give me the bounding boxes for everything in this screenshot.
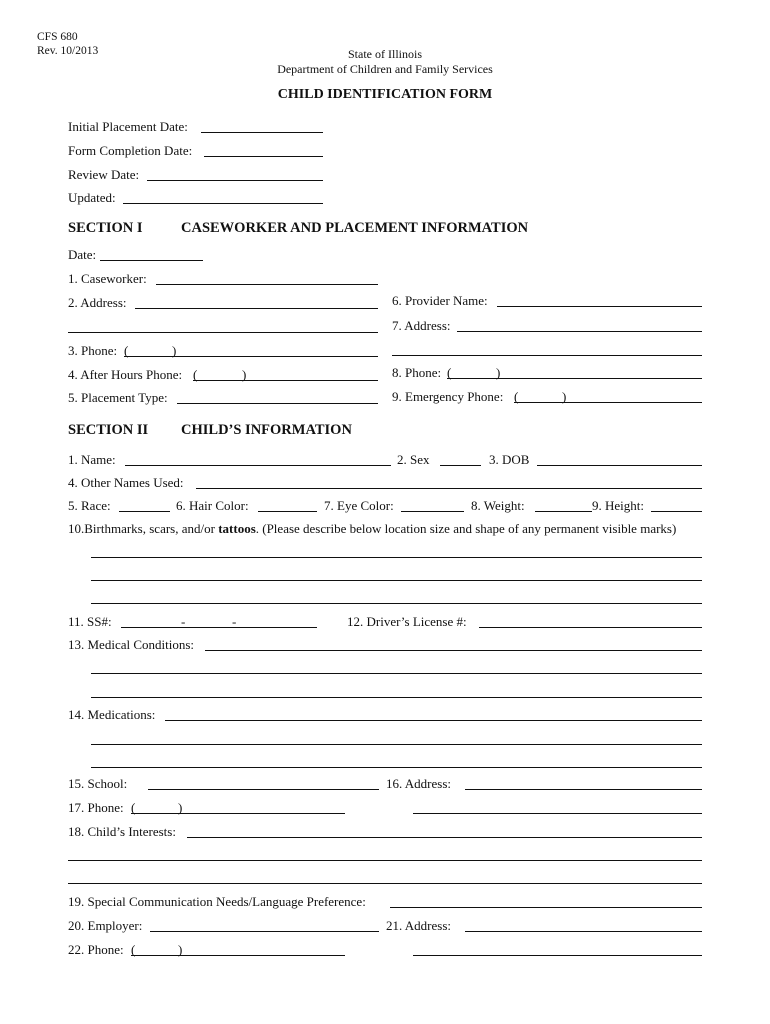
placement-type-label: 5. Placement Type:: [68, 390, 168, 405]
dob-field[interactable]: [537, 465, 702, 466]
cw-address-field-2[interactable]: [68, 332, 378, 333]
cw-phone-paren-open: (: [124, 343, 129, 358]
provider-address-field-2[interactable]: [392, 355, 702, 356]
interests-line-3[interactable]: [68, 883, 702, 884]
height-field[interactable]: [651, 511, 702, 512]
child-name-field[interactable]: [125, 465, 391, 466]
state-name: State of Illinois: [348, 47, 422, 61]
birthmarks-label: [68, 521, 676, 537]
school-phone-field[interactable]: [131, 813, 345, 814]
ssn-dash-2: -: [232, 614, 237, 629]
provider-phone-paren-open: (: [447, 365, 452, 380]
medications-line-2[interactable]: [91, 744, 702, 745]
page-title: CHILD IDENTIFICATION FORM: [277, 87, 493, 102]
section-2-heading: CHILD’S INFORMATION: [181, 422, 352, 438]
provider-phone-paren-close: ): [496, 365, 501, 380]
birthmarks-suffix: . (Please describe below location size and shape of any permanent visible marks): [255, 521, 677, 536]
placement-type-field[interactable]: [177, 403, 378, 404]
race-label: 5. Race:: [68, 498, 111, 513]
race-field[interactable]: [119, 511, 170, 512]
school-label: 15. School:: [68, 776, 128, 791]
cw-address-field[interactable]: [135, 308, 378, 309]
s1-date-label: Date:: [68, 247, 97, 262]
employer-phone-label: 22. Phone:: [68, 942, 124, 957]
weight-field[interactable]: [535, 511, 592, 512]
updated-field[interactable]: [123, 203, 323, 204]
after-hours-label: 4. After Hours Phone:: [68, 367, 183, 382]
drivers-license-field[interactable]: [479, 627, 702, 628]
initial-placement-field[interactable]: [201, 132, 323, 133]
provider-phone-label: 8. Phone:: [392, 365, 442, 380]
school-address-label: 16. Address:: [386, 776, 451, 791]
birthmarks-line-2[interactable]: [91, 580, 702, 581]
form-revision: Rev. 10/2013: [37, 45, 99, 57]
other-names-field[interactable]: [196, 488, 702, 489]
communication-field[interactable]: [390, 907, 702, 908]
emergency-phone-label: 9. Emergency Phone:: [392, 389, 504, 404]
dob-label: 3. DOB: [489, 452, 530, 467]
ssn-label: 11. SS#:: [68, 614, 112, 629]
section-1-number: SECTION I: [68, 220, 143, 236]
emergency-phone-paren-close: ): [562, 389, 567, 404]
school-phone-paren-close: ): [178, 800, 183, 815]
form-code: CFS 680: [37, 31, 78, 43]
communication-label: 19. Special Communication Needs/Language Preference:: [68, 894, 366, 909]
drivers-license-label: 12. Driver’s License #:: [347, 614, 467, 629]
provider-phone-field[interactable]: [447, 378, 702, 379]
form-completion-label: Form Completion Date:: [68, 143, 193, 158]
medications-label: 14. Medications:: [68, 707, 156, 722]
school-phone-label: 17. Phone:: [68, 800, 124, 815]
school-address-field-2[interactable]: [413, 813, 702, 814]
ssn-dash-1: -: [181, 614, 186, 629]
employer-phone-paren-open: (: [131, 942, 136, 957]
medical-conditions-line-3[interactable]: [91, 697, 702, 698]
school-address-field[interactable]: [465, 789, 702, 790]
cw-address-label: 2. Address:: [68, 295, 127, 310]
section-1-heading: CASEWORKER AND PLACEMENT INFORMATION: [181, 220, 529, 236]
after-hours-paren-open: (: [193, 367, 198, 382]
hair-color-label: 6. Hair Color:: [176, 498, 249, 513]
form-completion-field[interactable]: [204, 156, 323, 157]
s1-date-field[interactable]: [100, 260, 203, 261]
eye-color-label: 7. Eye Color:: [324, 498, 394, 513]
cw-phone-label: 3. Phone:: [68, 343, 118, 358]
employer-field[interactable]: [150, 931, 379, 932]
medical-conditions-field[interactable]: [205, 650, 702, 651]
provider-address-label: 7. Address:: [392, 318, 451, 333]
updated-label: Updated:: [68, 190, 116, 205]
school-phone-paren-open: (: [131, 800, 136, 815]
medical-conditions-label: 13. Medical Conditions:: [68, 637, 195, 652]
caseworker-label: 1. Caseworker:: [68, 271, 147, 286]
weight-label: 8. Weight:: [471, 498, 525, 513]
emergency-phone-paren-open: (: [514, 389, 519, 404]
employer-phone-paren-close: ): [178, 942, 183, 957]
interests-field[interactable]: [187, 837, 702, 838]
sex-field[interactable]: [440, 465, 481, 466]
emergency-phone-field[interactable]: [514, 402, 702, 403]
provider-name-field[interactable]: [497, 306, 702, 307]
tattoos-bold: tattoos: [218, 521, 256, 536]
cw-phone-paren-close: ): [172, 343, 177, 358]
height-label: 9. Height:: [592, 498, 644, 513]
birthmarks-line-3[interactable]: [91, 603, 702, 604]
review-date-field[interactable]: [147, 180, 323, 181]
cw-phone-field[interactable]: [124, 356, 378, 357]
employer-address-label: 21. Address:: [386, 918, 451, 933]
birthmarks-prefix: 10.Birthmarks, scars, and/or: [68, 521, 219, 536]
birthmarks-line-1[interactable]: [91, 557, 702, 558]
initial-placement-label: Initial Placement Date:: [68, 119, 188, 134]
employer-phone-field[interactable]: [131, 955, 345, 956]
hair-color-field[interactable]: [258, 511, 317, 512]
review-date-label: Review Date:: [68, 167, 140, 182]
employer-address-field-2[interactable]: [413, 955, 702, 956]
school-field[interactable]: [148, 789, 379, 790]
interests-label: 18. Child’s Interests:: [68, 824, 176, 839]
employer-label: 20. Employer:: [68, 918, 143, 933]
medications-field[interactable]: [165, 720, 702, 721]
caseworker-field[interactable]: [156, 284, 378, 285]
other-names-label: 4. Other Names Used:: [68, 475, 184, 490]
department-name: Department of Children and Family Services: [277, 62, 493, 76]
sex-label: 2. Sex: [397, 452, 430, 467]
after-hours-field[interactable]: [193, 380, 378, 381]
ssn-field[interactable]: [121, 627, 317, 628]
medications-line-3[interactable]: [91, 767, 702, 768]
employer-address-field[interactable]: [465, 931, 702, 932]
provider-address-field[interactable]: [457, 331, 702, 332]
medical-conditions-line-2[interactable]: [91, 673, 702, 674]
interests-line-2[interactable]: [68, 860, 702, 861]
child-name-label: 1. Name:: [68, 452, 116, 467]
provider-name-label: 6. Provider Name:: [392, 293, 488, 308]
eye-color-field[interactable]: [401, 511, 464, 512]
section-2-number: SECTION II: [68, 422, 149, 438]
after-hours-paren-close: ): [242, 367, 247, 382]
